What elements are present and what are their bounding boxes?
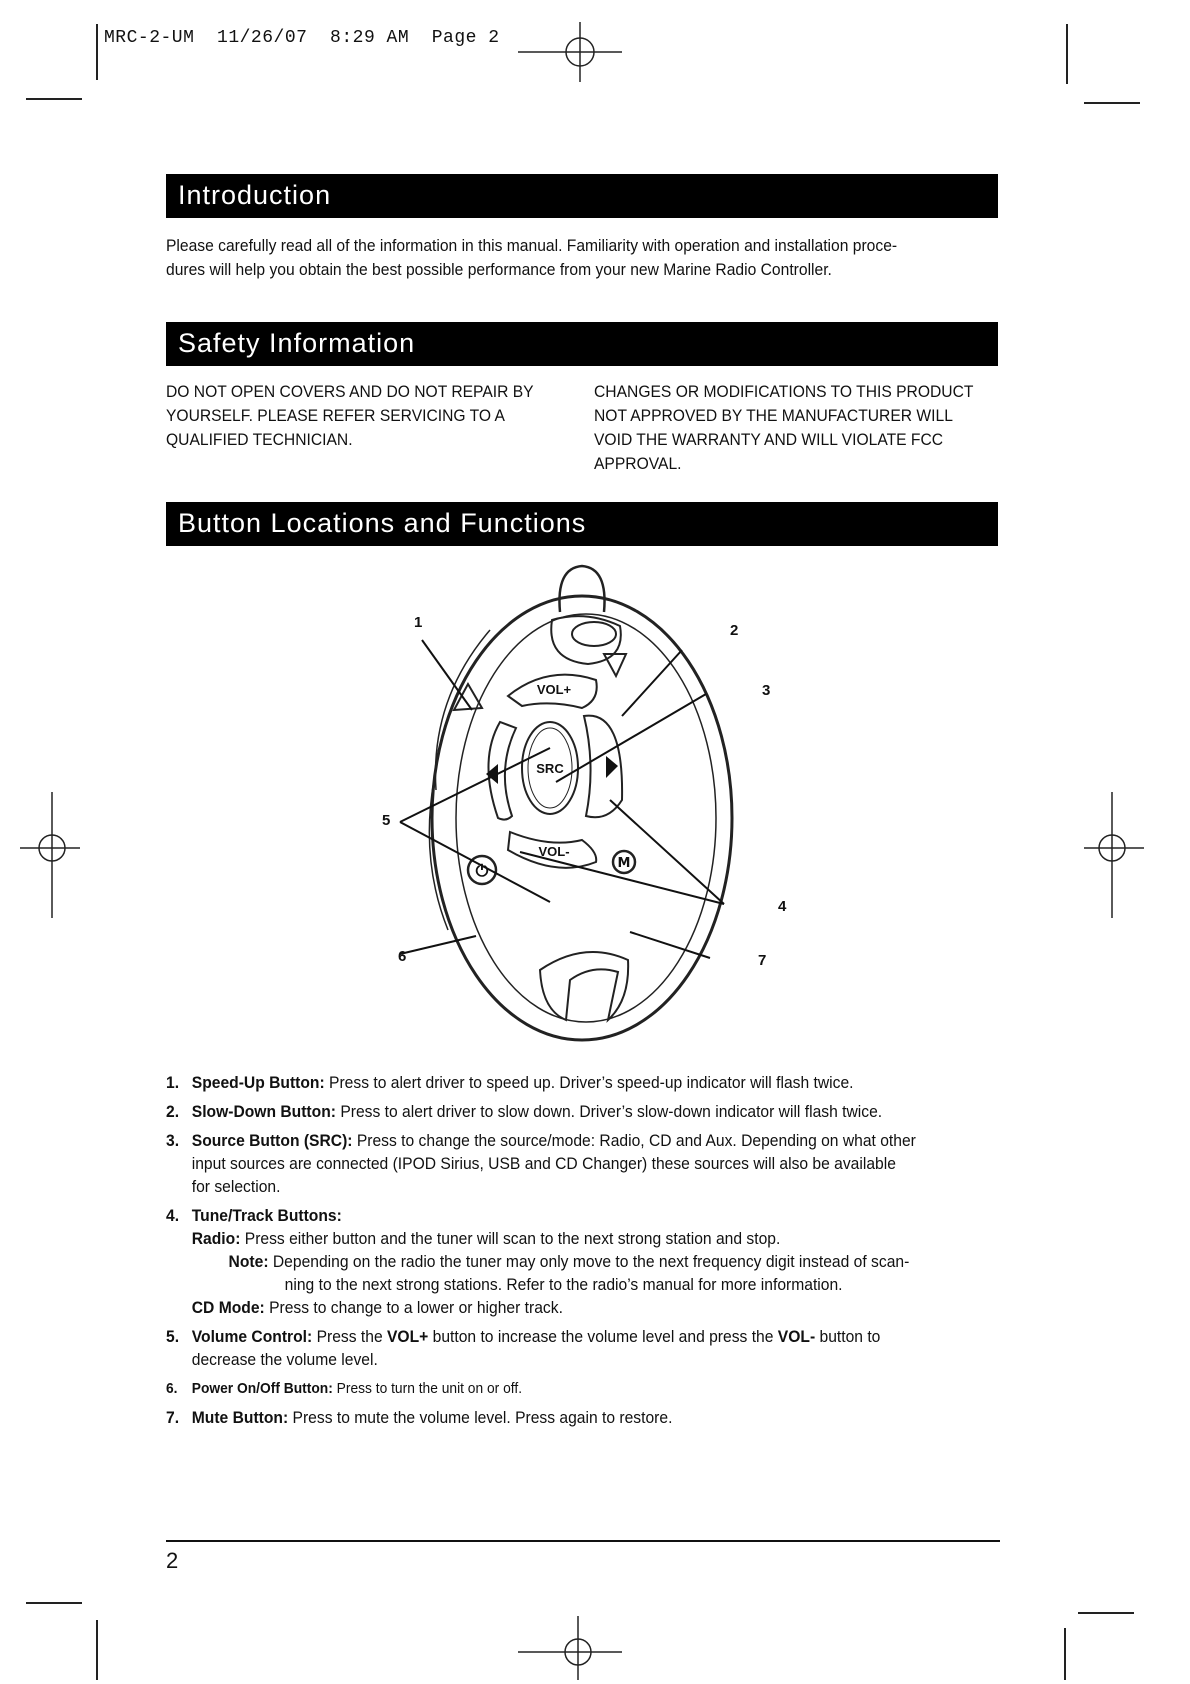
src-label: SRC (536, 761, 564, 776)
crop-mark-top-right-vertical (1066, 24, 1068, 84)
safety-line: VOID THE WARRANTY AND WILL VIOLATE FCC (594, 430, 944, 449)
remote-body-inner (456, 614, 716, 1022)
intro-line: dures will help you obtain the best possible performance from your new Marine Radio Controller. (166, 260, 832, 279)
list-item (166, 1204, 994, 1319)
list-item (166, 1129, 994, 1198)
registration-mark-right (1082, 790, 1146, 920)
crop-mark-top-left-vertical (96, 24, 98, 80)
leader-line-7 (630, 932, 710, 958)
list-text: button to increase the volume level and press the (428, 1327, 778, 1346)
list-item (166, 1071, 994, 1094)
list-item (166, 1325, 994, 1371)
leader-line-1 (422, 640, 472, 710)
list-label: Slow-Down Button: (191, 1102, 336, 1121)
radio-label: Radio: (191, 1229, 241, 1248)
list-text: Press to turn the unit on or off. (332, 1380, 523, 1397)
callout-1: 1 (414, 614, 423, 631)
list-text-continued: for selection. (191, 1177, 281, 1196)
callout-6: 6 (398, 948, 407, 965)
list-text: button to (815, 1327, 881, 1346)
safety-line: APPROVAL. (594, 454, 682, 473)
cd-mode-label: CD Mode: (191, 1298, 265, 1317)
section-header-introduction (166, 174, 998, 218)
right-arrow-icon (606, 756, 618, 778)
safety-line: QUALIFIED TECHNICIAN. (166, 430, 353, 449)
list-text: Press to alert driver to speed up. Driver’s speed-up indicator will flash twice. (324, 1073, 854, 1092)
remote-control-diagram (360, 560, 820, 1050)
list-number: 1. (166, 1073, 180, 1092)
list-text-continued: decrease the volume level. (191, 1350, 378, 1369)
remote-clip (559, 566, 604, 612)
cd-mode-text: Press to change to a lower or higher track. (264, 1298, 563, 1317)
registration-mark-left (18, 790, 82, 920)
callout-4: 4 (778, 898, 787, 915)
intro-paragraph (166, 234, 994, 282)
mute-icon: M (617, 856, 631, 871)
note-line-continued: ning to the next strong stations. Refer to the radio’s manual for more information. (284, 1275, 843, 1294)
list-item (166, 1100, 994, 1123)
safety-line: DO NOT OPEN COVERS AND DO NOT REPAIR BY (166, 382, 534, 401)
bottom-knob (540, 952, 628, 1020)
list-label: Source Button (SRC): (191, 1131, 353, 1150)
safety-line: NOT APPROVED BY THE MANUFACTURER WILL (594, 406, 953, 425)
leader-line-2 (622, 650, 682, 716)
power-icon: ⏻ (475, 861, 489, 880)
callout-3: 3 (762, 682, 771, 699)
note-line (192, 1250, 994, 1273)
vol-minus-term: VOL- (777, 1327, 816, 1346)
list-number: 6. (166, 1380, 178, 1397)
list-label: Power On/Off Button: (191, 1380, 333, 1397)
vol-plus-term: VOL+ (387, 1327, 429, 1346)
list-number: 4. (166, 1206, 180, 1225)
intro-line: Please carefully read all of the information in this manual. Familiarity with operation and installation proce- (166, 236, 898, 255)
section-header-button-locations (166, 502, 998, 546)
radio-text: Press either button and the tuner will scan to the next strong station and stop. (240, 1229, 781, 1248)
vol-minus-label: VOL- (538, 844, 570, 859)
list-label: Volume Control: (191, 1327, 313, 1346)
list-text: Press to change the source/mode: Radio, CD and Aux. Depending on what other (352, 1131, 916, 1150)
list-item (166, 1406, 994, 1429)
crop-mark-top-left-horizontal (26, 98, 82, 100)
list-text-continued: input sources are connected (IPOD Sirius, USB and CD Changer) these sources will also be available (191, 1154, 896, 1173)
note-text: Depending on the radio the tuner may only move to the next frequency digit instead of scan- (268, 1252, 910, 1271)
list-number: 2. (166, 1102, 180, 1121)
section-title: Introduction (178, 180, 332, 210)
note-label: Note: (228, 1252, 269, 1271)
section-title: Button Locations and Functions (178, 508, 587, 538)
button-functions-list (166, 1071, 994, 1435)
cd-mode-line (192, 1296, 994, 1319)
leader-line-5b (400, 822, 550, 902)
crop-mark-bottom-right-vertical (1064, 1628, 1066, 1680)
list-number: 7. (166, 1408, 180, 1427)
page-number: 2 (166, 1548, 179, 1573)
list-text: Press to mute the volume level. Press again to restore. (288, 1408, 673, 1427)
list-text: Press the (312, 1327, 388, 1346)
section-title: Safety Information (178, 328, 416, 358)
list-label: Speed-Up Button: (191, 1073, 325, 1092)
footer-rule (166, 1540, 1000, 1542)
callout-7: 7 (758, 952, 767, 969)
safety-right-column (594, 380, 999, 476)
list-item (166, 1377, 994, 1400)
leader-line-6 (400, 936, 476, 954)
crop-mark-bottom-left-horizontal (26, 1602, 82, 1604)
radio-line (192, 1227, 994, 1250)
safety-line: CHANGES OR MODIFICATIONS TO THIS PRODUCT (594, 382, 974, 401)
list-number: 5. (166, 1327, 180, 1346)
list-text: Press to alert driver to slow down. Driver’s slow-down indicator will flash twice. (335, 1102, 883, 1121)
registration-mark-top (510, 20, 630, 84)
section-header-safety (166, 322, 998, 366)
registration-mark-bottom (510, 1614, 630, 1682)
list-label: Mute Button: (191, 1408, 289, 1427)
list-number: 3. (166, 1131, 180, 1150)
callout-5: 5 (382, 812, 391, 829)
crop-mark-top-right-horizontal (1084, 102, 1140, 104)
slow-down-button (604, 654, 626, 676)
vol-plus-label: VOL+ (536, 682, 572, 697)
callout-2: 2 (730, 622, 739, 639)
crop-mark-bottom-right-horizontal (1078, 1612, 1134, 1614)
safety-line: YOURSELF. PLEASE REFER SERVICING TO A (166, 406, 505, 425)
print-slug: MRC-2-UM 11/26/07 8:29 AM Page 2 (104, 28, 500, 48)
safety-left-column (166, 380, 552, 452)
leader-line-5a (400, 748, 550, 822)
top-knob-lens (572, 622, 616, 646)
crop-mark-bottom-left-vertical (96, 1620, 98, 1680)
list-label: Tune/Track Buttons: (191, 1206, 342, 1225)
